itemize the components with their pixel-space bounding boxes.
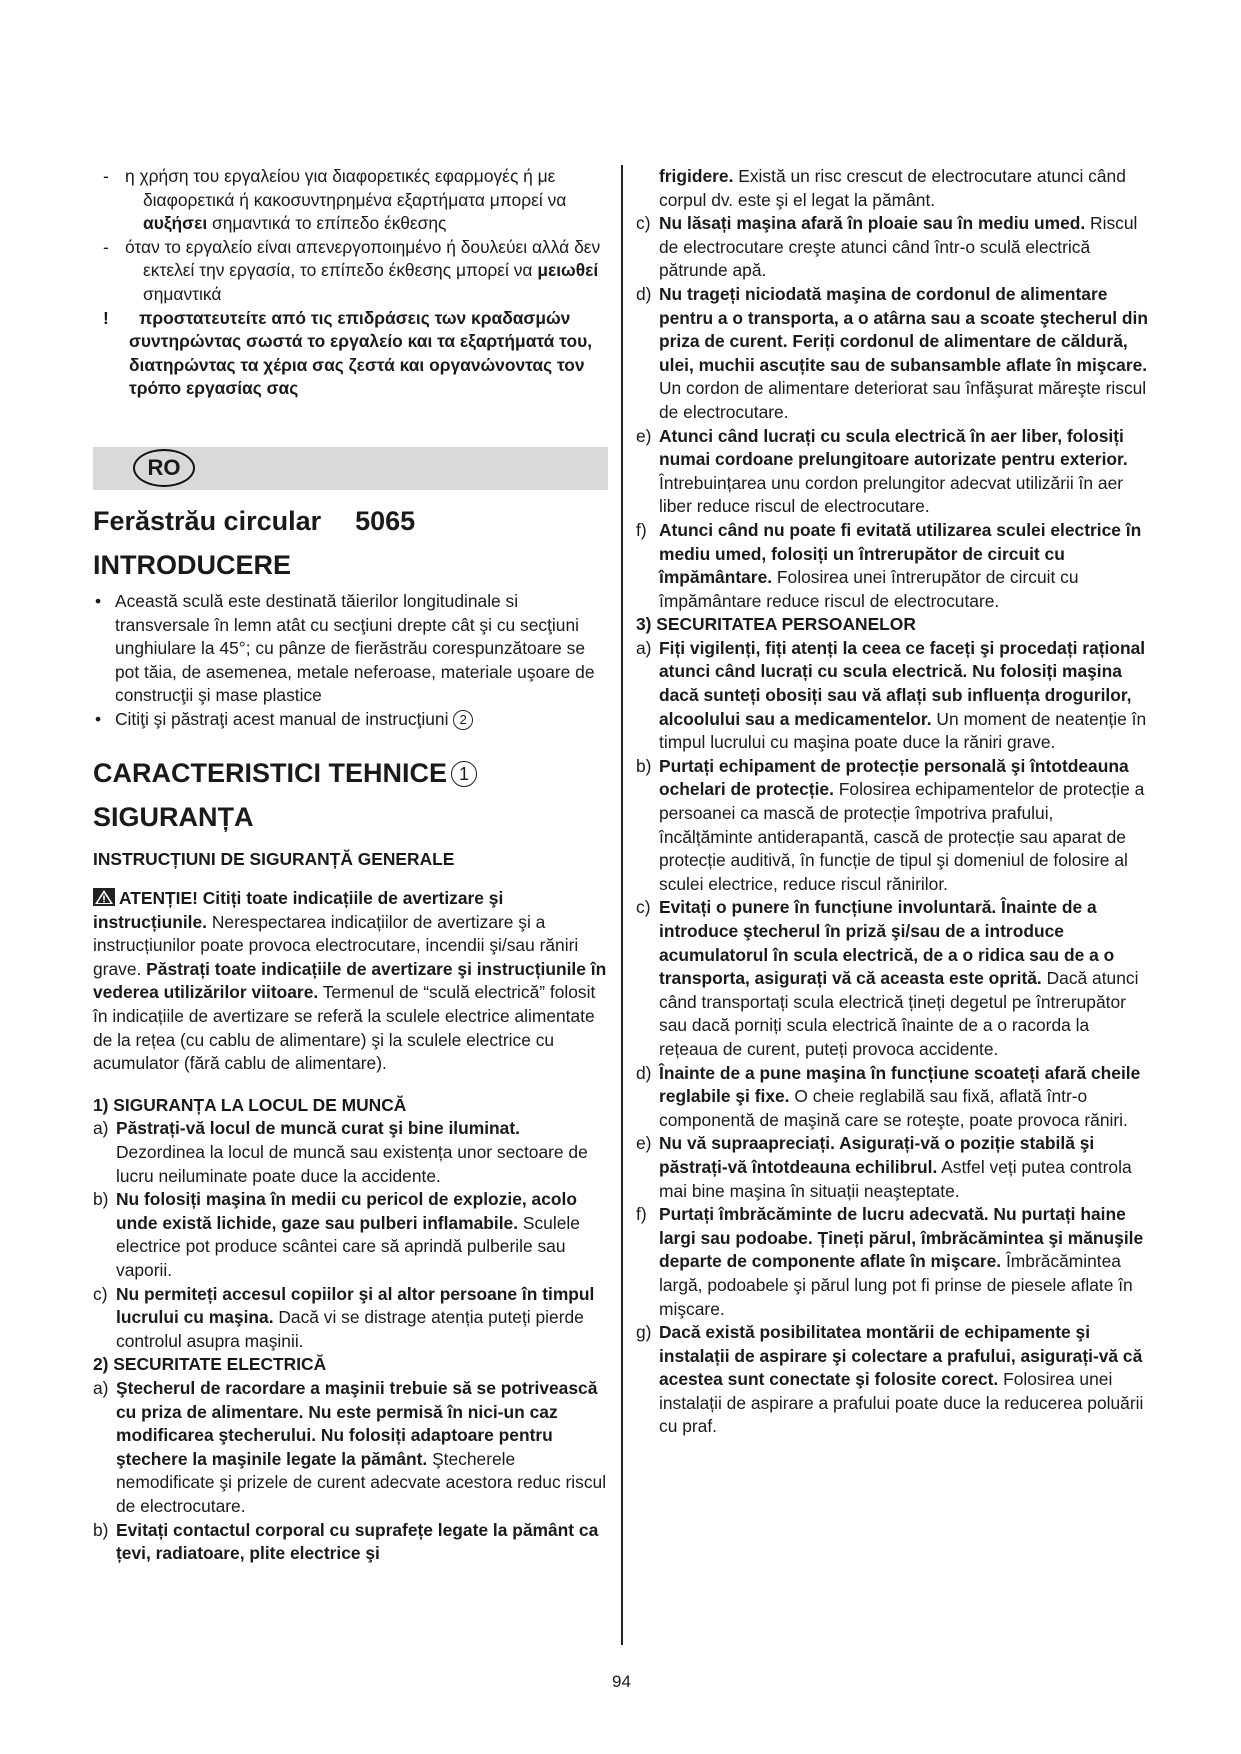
bold-text: Nu folosiți maşina în medii cu pericol de explozie, acolo unde există lichide, gaze sau pulberi inflamabile. xyxy=(116,1189,577,1233)
text-runs xyxy=(659,1133,1132,1200)
safety-list-item xyxy=(93,1117,608,1188)
warning-triangle-icon xyxy=(93,888,115,906)
item-label: f) xyxy=(636,519,647,540)
text-runs xyxy=(93,888,606,1073)
item-label: g) xyxy=(636,1322,652,1343)
product-name: Ferăstrău circular xyxy=(93,505,322,536)
text-runs xyxy=(659,213,1137,280)
bold-text: Nu permiteți accesul copiilor şi al altor persoane în timpul lucrului cu maşina. xyxy=(116,1283,595,1328)
bold-text: Nu vă supraapreciați. Asigurați-vă o poziție stabilă şi păstrați-vă întotdeauna echilibrul. xyxy=(659,1133,1095,1177)
safety-list-item xyxy=(636,755,1151,897)
bold-text: Dacă există posibilitatea montării de echipamente şi instalații de aspirare şi colectare a prafului, asigurați-vă că acestea sunt conectate şi folosite corect. xyxy=(659,1322,1143,1390)
bold-text: Purtați îmbrăcăminte de lucru adecvată. Nu purtați haine largi sau podoabe. Țineți părul, îmbrăcămintea şi mănuşile departe de componente aflate în mişcare. xyxy=(659,1204,1144,1272)
safety-list-item xyxy=(636,1132,1151,1203)
item-label: c) xyxy=(636,897,651,918)
heading-text: INTRODUCERE xyxy=(93,549,292,580)
body-text: σημαντικά το επίπεδο έκθεσης xyxy=(207,213,447,234)
item-label: a) xyxy=(636,637,652,658)
safety-list-item xyxy=(636,1203,1151,1321)
body-text: Astfel veți putea controla mai bine maşina în situații neaşteptate. xyxy=(659,1156,1132,1201)
body-text: Folosirea unei instalații de aspirare a prafului poate duce la reducerea poluării cu praf. xyxy=(659,1369,1144,1437)
body-text: σημαντικά xyxy=(143,283,222,304)
safety-list-item xyxy=(636,1321,1151,1439)
item-label: b) xyxy=(93,1189,109,1210)
bullet-item xyxy=(93,708,608,732)
right-column xyxy=(636,165,1151,1439)
text-runs xyxy=(116,1189,580,1280)
page-number: 94 xyxy=(612,1672,631,1691)
page-title xyxy=(93,504,608,538)
bold-text: Păstrați toate indicațiile de avertizare şi instrucțiunile în vederea utilizărilor viitoare. xyxy=(93,958,607,1003)
bold-text: frigidere. xyxy=(659,166,734,186)
safety-list-item xyxy=(636,283,1151,425)
bold-text: Atunci când nu poate fi evitată utilizarea sculei electrice în mediu umed, folosiți un întrerupător de circuit cu împământare. xyxy=(659,519,1142,588)
body-text: Întrebuințarea unu cordon prelungitor adecvat utilizării în aer liber reduce riscul de electrocutare. xyxy=(659,472,1124,517)
body-text: Citiţi şi păstraţi acest manual de instrucţiuni xyxy=(115,708,454,729)
exclamation-icon: ! xyxy=(103,307,109,328)
safety-list-item xyxy=(93,1188,608,1282)
subsection-heading: INSTRUCȚIUNI DE SIGURANȚĂ GENERALE xyxy=(93,848,455,869)
item-label: e) xyxy=(636,1133,652,1154)
bullet-item xyxy=(93,590,608,708)
text-runs xyxy=(659,638,1146,752)
bold-text: Ştecherul de racordare a maşinii trebuie să se potrivească cu priza de alimentare. Nu este permisă în nici-un caz modificarea ştecherului. Nu folosiți adaptoare pentru ştechere la maşinile legate la pământ. xyxy=(116,1377,598,1469)
safety-list-item xyxy=(93,1377,608,1519)
item-label: f) xyxy=(636,1204,647,1225)
body-text: η χρήση του εργαλείου για διαφορετικές εφαρμογές ή με διαφορετικά ή κακοσυντηρημένα εξαρτήματα μπορεί να xyxy=(125,166,567,210)
safety-list-item xyxy=(93,1519,608,1566)
bold-text: Păstrați-vă locul de muncă curat şi bine iluminat. xyxy=(116,1118,520,1139)
section-heading xyxy=(93,800,608,834)
body-text: Această sculă este destinată tăierilor longitudinale si transversale în lemn atât cu secţiuni drepte cât şi cu secţiuni unghiulare la 45°; cu pânze de fierăstrău corespunzătoare se pot tăia, de asemenea, metale neferoase, materiale uşoare de construcţii şi mase plastice xyxy=(115,590,595,706)
item-label: d) xyxy=(636,1062,652,1083)
safety-list-item xyxy=(636,637,1151,755)
text-runs xyxy=(659,1063,1140,1130)
bold-text: μειωθεί xyxy=(537,260,599,281)
dash-list-item xyxy=(93,236,608,307)
subsection-heading: 1) SIGURANȚA LA LOCUL DE MUNCĂ xyxy=(93,1094,407,1115)
bold-text: Atunci când lucrați cu scula electrică în aer liber, folosiți numai cordoane prelungitoare autorizate pentru exterior. xyxy=(659,425,1128,470)
item-label: a) xyxy=(93,1118,109,1139)
safety-list-item xyxy=(636,212,1151,283)
body-text: Folosirea unei întrerupător de circuit cu împământare reduce riscul de electrocutare. xyxy=(659,567,1079,611)
body-text: Îmbrăcămintea largă, podoabele şi părul lung pot fi prinse de piesele aflate în mişcare. xyxy=(659,1251,1133,1319)
bold-text: Purtați echipament de protecție personală şi întotdeauna ochelari de protecție. xyxy=(659,755,1129,800)
text-runs xyxy=(116,1118,588,1185)
item-label: c) xyxy=(636,213,651,234)
text-runs xyxy=(116,1378,606,1516)
text-runs xyxy=(659,426,1128,517)
dash-marker: - xyxy=(103,166,109,186)
bold-text: Evitați o punere în funcțiune involuntară. Înainte de a introduce ştecherul în priză şi/sau de a introduce acumulatorul în scula electrică, de a o ridica sau de a o transporta, asigurați vă că aceasta este oprită. xyxy=(659,897,1115,989)
safety-list-item xyxy=(636,519,1151,613)
text-runs xyxy=(129,307,608,401)
language-badge: RO xyxy=(133,449,195,487)
subsection-heading: 2) SECURITATE ELECTRICĂ xyxy=(93,1354,327,1375)
body-text: Nerespectarea indicațiilor de avertizare şi a instrucțiunilor poate provoca electrocutare, incendii şi/sau răniri grave. xyxy=(93,911,579,979)
dash-list-item xyxy=(93,165,608,236)
heading-text: CARACTERISTICI TEHNICE xyxy=(93,757,448,788)
item-label: c) xyxy=(93,1283,108,1304)
body-text: Folosirea echipamentelor de protecție a persoanei ca mască de protecție împotriva prafului, încălțăminte antiderapantă, cască de protecție sau aparat de protecție auditivă, în funcție de tipul şi domeniul de folosire al sculei electrice, reduce riscul rănirilor. xyxy=(659,779,1145,894)
bullet-icon: • xyxy=(95,590,102,611)
body-text: Există un risc crescut de electrocutare atunci când corpul dv. este şi el legat la pământ. xyxy=(659,166,1126,210)
item-label: b) xyxy=(636,755,652,776)
item-label: b) xyxy=(93,1519,109,1540)
column-divider xyxy=(621,165,623,1645)
text-runs xyxy=(659,1322,1143,1436)
body-text: Riscul de electrocutare creşte atunci când într-o sculă electrică pătrunde apă. xyxy=(659,213,1138,281)
item-label: e) xyxy=(636,425,652,446)
safety-list-item xyxy=(636,896,1151,1061)
dash-marker: - xyxy=(103,236,109,257)
text-runs xyxy=(659,284,1148,422)
heading-text: SIGURANȚA xyxy=(93,801,254,832)
figure-reference-icon: 2 xyxy=(453,710,473,730)
bold-text: Nu trageți niciodată maşina de cordonul de alimentare pentru a o transporta, a o atârna sau a scoate ştecherul din priza de curent. Feriți cordonul de alimentare de căldură, ulei, muchii ascuțite sau de subansamble aflate în mişcare. xyxy=(659,283,1149,375)
body-text: Sculele electrice pot produce scântei care să aprindă pulberile sau vaporii. xyxy=(116,1212,580,1280)
text-runs xyxy=(659,520,1141,611)
text-runs xyxy=(115,591,595,705)
list-item-continuation xyxy=(636,165,1151,212)
subsection-heading: 3) SECURITATEA PERSOANELOR xyxy=(636,614,916,635)
body-text: O cheie reglabilă sau fixă, aflată într-o componentă de maşină care se roteşte, poate provoca răniri. xyxy=(659,1086,1128,1130)
text-runs xyxy=(125,236,608,307)
language-band xyxy=(93,447,608,490)
text-runs xyxy=(116,1520,598,1564)
body-text: Dezordinea la locul de muncă sau existența unor sectoare de lucru neiluminate poate duce la accidente. xyxy=(116,1142,588,1186)
text-runs xyxy=(659,166,1126,210)
bold-text: Fiți vigilenți, fiți atenți la ceea ce faceți şi procedați rațional atunci când lucrați cu scula electrică. Nu folosiți maşina dacă sunteți obosiți sau vă aflați sub influența drogurilor, alcoolului sau a medicamentelor. xyxy=(659,637,1146,729)
body-text: Un cordon de alimentare deteriorat sau înfăşurat măreşte riscul de electrocutare. xyxy=(659,378,1147,422)
section-heading xyxy=(93,756,608,790)
safety-list-item xyxy=(636,425,1151,519)
text-runs xyxy=(115,709,473,729)
bullet-icon: • xyxy=(95,708,102,729)
item-label: a) xyxy=(93,1377,109,1398)
body-text: όταν το εργαλείο είναι απενεργοποιημένο ή δουλεύει αλλά δεν εκτελεί την εργασία, το επίπεδο έκθεσης μπορεί να xyxy=(125,236,601,281)
item-label: d) xyxy=(636,283,652,304)
text-runs xyxy=(125,165,608,236)
bold-text: Evitați contactul corporal cu suprafețe legate la pământ ca țevi, radiatoare, plite electrice şi xyxy=(116,1519,599,1564)
body-text: Dacă vi se distrage atenția puteți pierde controlul asupra maşinii. xyxy=(116,1307,584,1351)
bold-text: προστατευτείτε από τις επιδράσεις των κραδασμών συντηρώντας σωστά το εργαλείο και τα εξαρτήματά του, διατηρώντας τα χέρια σας ζεστά και οργανώνοντας τον τρόπο εργασίας σας xyxy=(129,307,593,399)
bold-text: Nu lăsați maşina afară în ploaie sau în mediu umed. xyxy=(659,213,1086,234)
warning-note xyxy=(93,307,608,401)
figure-reference-icon: 1 xyxy=(451,761,477,787)
body-text: Dacă atunci când transportați scula electrică țineți degetul pe întrerupător sau dacă porniți scula electrică înainte de a o racorda la rețeaua de curent, puteți provoca accidente. xyxy=(659,968,1139,1059)
body-text: Termenul de “sculă electrică” folosit în indicațiile de avertizare se referă la sculele electrice alimentate de la rețea (cu cablu de alimentare) şi la sculele electrice cu acumulator (fără cablu de alimentare). xyxy=(93,982,596,1074)
text-runs xyxy=(116,1284,594,1351)
text-runs xyxy=(659,756,1144,894)
bold-text: ATENȚIE! Citiți toate indicațiile de avertizare şi instrucțiunile. xyxy=(93,888,504,932)
model-number: 5065 xyxy=(355,505,416,536)
safety-list-item xyxy=(636,1062,1151,1133)
section-heading xyxy=(93,548,608,582)
text-runs xyxy=(659,1204,1143,1318)
bold-text: αυξήσει xyxy=(143,213,208,234)
body-text: Ştecherele nemodificate şi prizele de curent adecvate acestora reduc riscul de electrocutare. xyxy=(116,1448,607,1516)
warning-paragraph xyxy=(93,887,608,1076)
bold-text: Înainte de a pune maşina în funcțiune scoateți afară cheile reglabile şi fixe. xyxy=(659,1062,1141,1107)
text-runs xyxy=(659,897,1138,1059)
body-text: Un moment de neatenție în timpul lucrului cu maşina poate duce la răniri grave. xyxy=(659,708,1147,753)
left-column xyxy=(93,165,608,1566)
safety-list-item xyxy=(93,1283,608,1354)
